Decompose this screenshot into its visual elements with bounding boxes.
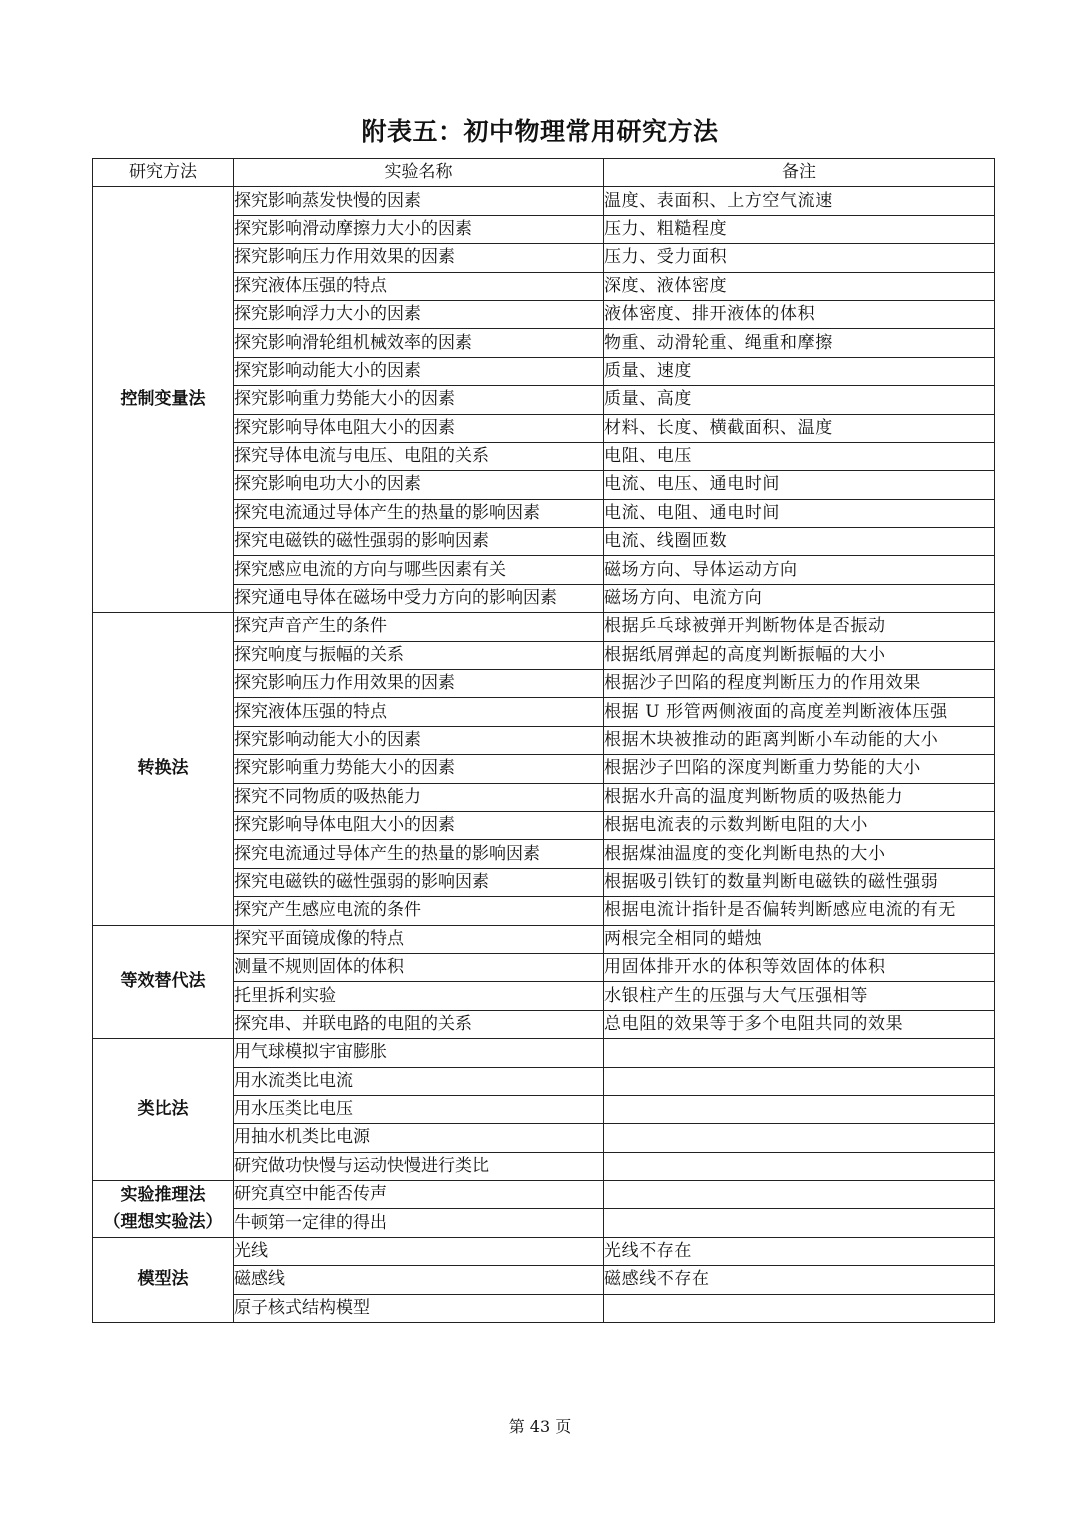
method-name: 模型法: [137, 1269, 189, 1290]
note-cell: 用固体排开水的体积等效固体的体积: [604, 953, 995, 981]
table-row: [93, 925, 995, 953]
method-cell: [93, 1181, 234, 1238]
method-name: 等效替代法: [120, 971, 206, 992]
method-name: 控制变量法: [120, 389, 206, 410]
note-cell: [604, 1067, 995, 1095]
experiment-cell: 探究影响动能大小的因素: [234, 357, 604, 385]
experiment-cell: 用抽水机类比电源: [234, 1124, 604, 1152]
method-cell: [93, 613, 234, 925]
experiment-cell: 探究影响电功大小的因素: [234, 471, 604, 499]
note-cell: 根据煤油温度的变化判断电热的大小: [604, 840, 995, 868]
note-cell: 质量、高度: [604, 386, 995, 414]
note-cell: 温度、表面积、上方空气流速: [604, 187, 995, 215]
experiment-cell: 探究影响导体电阻大小的因素: [234, 414, 604, 442]
note-cell: 根据水升高的温度判断物质的吸热能力: [604, 783, 995, 811]
table-header-row: [93, 159, 995, 187]
experiment-cell: 探究声音产生的条件: [234, 613, 604, 641]
experiment-cell: 探究响度与振幅的关系: [234, 641, 604, 669]
experiment-cell: 探究不同物质的吸热能力: [234, 783, 604, 811]
experiment-cell: 光线: [234, 1237, 604, 1265]
experiment-cell: 探究影响压力作用效果的因素: [234, 670, 604, 698]
experiment-cell: 用气球模拟宇宙膨胀: [234, 1039, 604, 1067]
experiment-cell: 测量不规则固体的体积: [234, 953, 604, 981]
experiment-cell: 探究影响压力作用效果的因素: [234, 244, 604, 272]
method-cell: [93, 1039, 234, 1181]
experiment-cell: 探究液体压强的特点: [234, 698, 604, 726]
methods-table: [92, 158, 995, 1323]
note-cell: [604, 1294, 995, 1322]
experiment-cell: 探究影响滑轮组机械效率的因素: [234, 329, 604, 357]
note-cell: 根据沙子凹陷的深度判断重力势能的大小: [604, 755, 995, 783]
experiment-cell: 探究影响滑动摩擦力大小的因素: [234, 215, 604, 243]
experiment-cell: 探究液体压强的特点: [234, 272, 604, 300]
header-method: 研究方法: [93, 159, 234, 187]
experiment-cell: 用水压类比电压: [234, 1095, 604, 1123]
table-row: [93, 1237, 995, 1265]
note-cell: 根据吸引铁钉的数量判断电磁铁的磁性强弱: [604, 868, 995, 896]
note-cell: 电流、电阻、通电时间: [604, 499, 995, 527]
note-cell: 材料、长度、横截面积、温度: [604, 414, 995, 442]
note-cell: 液体密度、排开液体的体积: [604, 300, 995, 328]
note-cell: 压力、受力面积: [604, 244, 995, 272]
method-cell: [93, 925, 234, 1039]
note-cell: 两根完全相同的蜡烛: [604, 925, 995, 953]
experiment-cell: 研究做功快慢与运动快慢进行类比: [234, 1152, 604, 1180]
method-cell: [93, 187, 234, 613]
table-row: [93, 1181, 995, 1209]
experiment-cell: 探究影响重力势能大小的因素: [234, 755, 604, 783]
note-cell: [604, 1124, 995, 1152]
experiment-cell: 探究通电导体在磁场中受力方向的影响因素: [234, 584, 604, 612]
experiment-cell: 探究影响蒸发快慢的因素: [234, 187, 604, 215]
experiment-cell: 探究感应电流的方向与哪些因素有关: [234, 556, 604, 584]
experiment-cell: 探究电流通过导体产生的热量的影响因素: [234, 499, 604, 527]
experiment-cell: 探究影响重力势能大小的因素: [234, 386, 604, 414]
experiment-cell: 探究影响动能大小的因素: [234, 726, 604, 754]
experiment-cell: 用水流类比电流: [234, 1067, 604, 1095]
note-cell: [604, 1209, 995, 1237]
note-cell: 磁场方向、导体运动方向: [604, 556, 995, 584]
note-cell: [604, 1039, 995, 1067]
note-cell: 根据沙子凹陷的程度判断压力的作用效果: [604, 670, 995, 698]
note-cell: 根据电流计指针是否偏转判断感应电流的有无: [604, 897, 995, 925]
experiment-cell: 托里拆利实验: [234, 982, 604, 1010]
note-cell: [604, 1152, 995, 1180]
experiment-cell: 牛顿第一定律的得出: [234, 1209, 604, 1237]
note-cell: 压力、粗糙程度: [604, 215, 995, 243]
table-row: [93, 1039, 995, 1067]
note-cell: 电阻、电压: [604, 442, 995, 470]
note-cell: 磁场方向、电流方向: [604, 584, 995, 612]
note-cell: 质量、速度: [604, 357, 995, 385]
header-note: 备注: [604, 159, 995, 187]
note-cell: 根据电流表的示数判断电阻的大小: [604, 811, 995, 839]
method-cell: [93, 1237, 234, 1322]
note-cell: 光线不存在: [604, 1237, 995, 1265]
page-title: 附表五：初中物理常用研究方法: [361, 117, 719, 146]
experiment-cell: 探究影响浮力大小的因素: [234, 300, 604, 328]
experiment-cell: 研究真空中能否传声: [234, 1181, 604, 1209]
table-body: [93, 187, 995, 1323]
note-cell: [604, 1181, 995, 1209]
experiment-cell: 探究电磁铁的磁性强弱的影响因素: [234, 528, 604, 556]
note-cell: [604, 1095, 995, 1123]
experiment-cell: 探究平面镜成像的特点: [234, 925, 604, 953]
experiment-cell: 探究电磁铁的磁性强弱的影响因素: [234, 868, 604, 896]
experiment-cell: 探究导体电流与电压、电阻的关系: [234, 442, 604, 470]
note-cell: 电流、线圈匝数: [604, 528, 995, 556]
table-row: [93, 187, 995, 215]
header-experiment: 实验名称: [234, 159, 604, 187]
method-subname: （理想实验法）: [103, 1211, 223, 1232]
note-cell: 电流、电压、通电时间: [604, 471, 995, 499]
note-cell: 根据木块被推动的距离判断小车动能的大小: [604, 726, 995, 754]
note-cell: 根据乒乓球被弹开判断物体是否振动: [604, 613, 995, 641]
page-number: 第 43 页: [508, 1417, 572, 1436]
experiment-cell: 磁感线: [234, 1266, 604, 1294]
note-cell: 水银柱产生的压强与大气压强相等: [604, 982, 995, 1010]
note-cell: 磁感线不存在: [604, 1266, 995, 1294]
experiment-cell: 原子核式结构模型: [234, 1294, 604, 1322]
experiment-cell: 探究产生感应电流的条件: [234, 897, 604, 925]
note-cell: 根据 U 形管两侧液面的高度差判断液体压强: [604, 698, 995, 726]
method-name: 转换法: [137, 758, 189, 779]
note-cell: 物重、动滑轮重、绳重和摩擦: [604, 329, 995, 357]
note-cell: 总电阻的效果等于多个电阻共同的效果: [604, 1010, 995, 1038]
experiment-cell: 探究电流通过导体产生的热量的影响因素: [234, 840, 604, 868]
note-cell: 根据纸屑弹起的高度判断振幅的大小: [604, 641, 995, 669]
experiment-cell: 探究影响导体电阻大小的因素: [234, 811, 604, 839]
method-name: 实验推理法: [120, 1184, 206, 1205]
experiment-cell: 探究串、并联电路的电阻的关系: [234, 1010, 604, 1038]
note-cell: 深度、液体密度: [604, 272, 995, 300]
method-name: 类比法: [137, 1099, 189, 1120]
table-row: [93, 613, 995, 641]
